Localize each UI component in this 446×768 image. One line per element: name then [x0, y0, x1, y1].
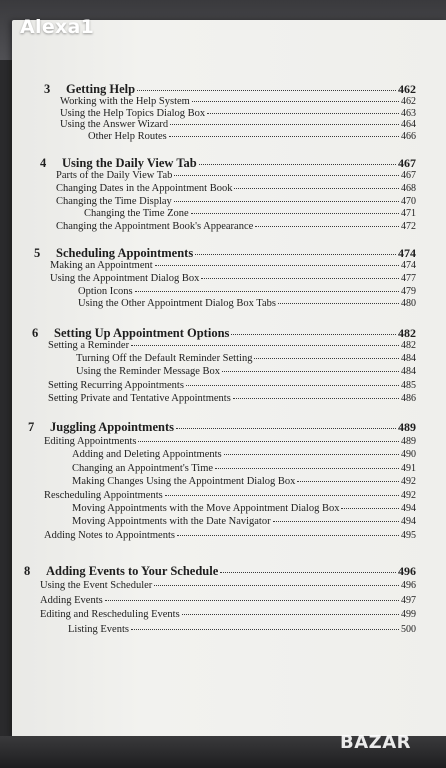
toc-entry: [40, 595, 416, 606]
dot-leader: [165, 494, 399, 496]
dot-leader: [186, 384, 399, 386]
page-number: 491: [401, 462, 416, 474]
page-number: 492: [401, 489, 416, 501]
chapter-heading: [44, 82, 416, 97]
bazar-logo-text: BAZAR: [340, 732, 411, 753]
chapter-number: 3: [44, 82, 51, 96]
dot-leader: [231, 333, 396, 335]
page-number: 462: [398, 82, 416, 96]
toc-subentry: [88, 131, 416, 142]
entry-label: Editing and Rescheduling Events: [40, 609, 180, 620]
page-number: 496: [401, 580, 416, 591]
entry-label: Moving Appointments with the Move Appointment Dialog Box: [72, 503, 340, 514]
dot-leader: [234, 187, 399, 189]
chapter-title: Using the Daily View Tab: [62, 156, 197, 170]
dot-leader: [199, 163, 396, 165]
chapter-heading: [34, 246, 416, 261]
entry-label: Turning Off the Default Reminder Setting: [76, 353, 253, 365]
dot-leader: [273, 520, 399, 522]
entry-label: Rescheduling Appointments: [44, 489, 163, 501]
entry-label: Parts of the Daily View Tab: [56, 170, 173, 181]
chapter-number: 8: [24, 564, 31, 578]
page-number: 490: [401, 449, 416, 461]
dot-leader: [105, 599, 399, 601]
chapter-heading: [40, 156, 416, 171]
page-number: 489: [398, 420, 416, 434]
toc-entry: [56, 183, 416, 194]
toc-entry: [60, 108, 416, 119]
chapter-title: Adding Events to Your Schedule: [46, 564, 219, 578]
toc-entry: [48, 393, 416, 404]
page-number: 463: [401, 107, 416, 119]
toc-entry: [44, 436, 416, 447]
page-number: 482: [401, 340, 416, 351]
chapter-title: Getting Help: [66, 82, 136, 96]
page-number: 494: [401, 503, 416, 514]
page-number: 497: [401, 594, 416, 606]
page-number: 500: [401, 623, 416, 635]
toc-entry: [40, 580, 416, 591]
chapter-number: 5: [34, 246, 41, 260]
entry-label: Using the Reminder Message Box: [76, 366, 221, 378]
toc-subentry: [78, 298, 416, 309]
page-number: 495: [401, 529, 416, 541]
toc-subentry: [72, 463, 416, 474]
entry-label: Other Help Routes: [88, 130, 167, 142]
entry-label: Changing the Time Zone: [84, 208, 189, 220]
entry-label: Using the Other Appointment Dialog Box Tabs: [78, 298, 276, 310]
toc-subentry: [84, 208, 416, 219]
page-number: 471: [401, 208, 416, 220]
page-number: 477: [401, 272, 416, 284]
dot-leader: [131, 628, 399, 630]
entry-label: Editing Appointments: [44, 436, 137, 447]
dot-leader: [341, 507, 399, 509]
page-number: 462: [401, 96, 416, 107]
entry-label: Setting Private and Tentative Appointments: [48, 392, 231, 404]
page-number: 494: [401, 516, 416, 528]
toc-entry: [56, 170, 416, 181]
toc-subentry: [78, 286, 416, 297]
entry-label: Moving Appointments with the Date Navigator: [72, 516, 271, 528]
dot-leader: [174, 200, 399, 202]
toc-entry: [44, 490, 416, 501]
toc-entry: [50, 260, 416, 271]
chapter-number: 6: [32, 326, 39, 340]
entry-label: Setting Recurring Appointments: [48, 379, 184, 391]
chapter-title: Juggling Appointments: [50, 420, 174, 434]
chapter-title: Setting Up Appointment Options: [54, 326, 230, 340]
toc-entry: [60, 96, 416, 107]
entry-label: Using the Help Topics Dialog Box: [60, 107, 206, 119]
page-number: 486: [401, 392, 416, 404]
dot-leader: [182, 613, 399, 615]
toc-subentry: [72, 449, 416, 460]
toc-subentry: [72, 516, 416, 527]
dot-leader: [192, 100, 399, 102]
entry-label: Making an Appointment: [50, 260, 153, 271]
entry-label: Using the Event Scheduler: [40, 580, 153, 591]
chapter-number: 7: [28, 420, 35, 434]
dot-leader: [222, 370, 399, 372]
dot-leader: [255, 225, 399, 227]
page-number: 482: [398, 326, 416, 340]
entry-label: Option Icons: [78, 285, 133, 297]
toc-entry: [40, 609, 416, 620]
chapter-heading: [24, 564, 416, 579]
page-number: 467: [401, 170, 416, 181]
page-number: 492: [401, 476, 416, 488]
entry-label: Changing the Appointment Book's Appearance: [56, 221, 254, 233]
entry-label: Changing an Appointment's Time: [72, 462, 214, 474]
page-number: 467: [398, 156, 416, 170]
dot-leader: [174, 174, 399, 176]
entry-label: Changing the Time Display: [56, 195, 172, 207]
dot-leader: [131, 344, 399, 346]
entry-label: Adding Notes to Appointments: [44, 529, 175, 541]
dot-leader: [135, 290, 399, 292]
page-number: 474: [401, 260, 416, 271]
entry-label: Using the Answer Wizard: [60, 119, 169, 130]
entry-label: Changing Dates in the Appointment Book: [56, 182, 233, 194]
dot-leader: [220, 571, 396, 573]
page-number: 464: [401, 119, 416, 130]
page-number: 484: [401, 353, 416, 365]
toc-subentry: [76, 366, 416, 377]
toc-entry: [56, 221, 416, 232]
entry-label: Adding and Deleting Appointments: [72, 449, 222, 461]
page-number: 470: [401, 195, 416, 207]
dot-leader: [137, 89, 396, 91]
toc-subentry: [72, 476, 416, 487]
page-number: 485: [401, 379, 416, 391]
dot-leader: [170, 123, 399, 125]
dot-leader: [297, 480, 399, 482]
dot-leader: [215, 467, 399, 469]
page-number: 484: [401, 366, 416, 378]
toc-subentry: [76, 353, 416, 364]
dot-leader: [155, 264, 399, 266]
dot-leader: [278, 302, 399, 304]
bazar-logo: [340, 728, 444, 758]
page-number: 474: [398, 246, 416, 260]
toc-entry: [50, 273, 416, 284]
page-number: 479: [401, 285, 416, 297]
dot-leader: [169, 135, 399, 137]
dot-leader: [195, 253, 396, 255]
toc-subentry: [68, 624, 416, 635]
dot-leader: [176, 427, 396, 429]
dot-leader: [191, 212, 399, 214]
page-number: 496: [398, 564, 416, 578]
toc-entry: [44, 530, 416, 541]
toc-entry: [56, 196, 416, 207]
dot-leader: [207, 112, 399, 114]
page-number: 480: [401, 298, 416, 310]
dot-leader: [201, 277, 399, 279]
page-number: 489: [401, 436, 416, 447]
dot-leader: [224, 453, 399, 455]
dot-leader: [138, 440, 399, 442]
entry-label: Making Changes Using the Appointment Dialog Box: [72, 476, 296, 488]
entry-label: Using the Appointment Dialog Box: [50, 272, 200, 284]
dot-leader: [154, 584, 399, 586]
dot-leader: [254, 357, 399, 359]
toc-entry: [48, 340, 416, 351]
toc-subentry: [72, 503, 416, 514]
entry-label: Setting a Reminder: [48, 340, 130, 351]
entry-label: Listing Events: [68, 623, 129, 635]
toc-entry: [60, 119, 416, 130]
chapter-heading: [32, 326, 416, 341]
page-number: 466: [401, 130, 416, 142]
chapter-heading: [28, 420, 416, 435]
dot-leader: [233, 397, 399, 399]
chapter-title: Scheduling Appointments: [56, 246, 194, 260]
dot-leader: [177, 534, 399, 536]
entry-label: Working with the Help System: [60, 96, 190, 107]
toc-entry: [48, 380, 416, 391]
chapter-number: 4: [40, 156, 47, 170]
page-number: 499: [401, 609, 416, 620]
watermark-text: Alexa1: [20, 16, 95, 38]
entry-label: Adding Events: [40, 594, 103, 606]
page-number: 472: [401, 221, 416, 233]
page-number: 468: [401, 182, 416, 194]
